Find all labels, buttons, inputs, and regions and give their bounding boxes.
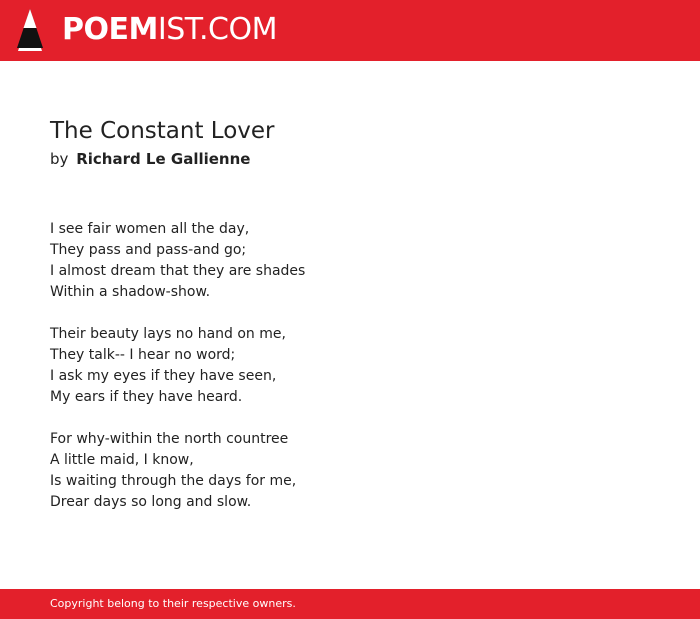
poem-title: The Constant Lover (50, 118, 275, 144)
poem-line: Is waiting through the days for me, (50, 473, 297, 489)
poem-line: I ask my eyes if they have seen, (50, 368, 277, 384)
author-name: Richard Le Gallienne (76, 150, 251, 168)
poem-body (50, 219, 305, 534)
copyright-text: Copyright belong to their respective owners. (50, 597, 296, 610)
stanza (50, 219, 305, 303)
by-label: by (50, 150, 69, 168)
poem-line: Within a shadow-show. (50, 284, 211, 300)
poem-line: They talk-- I hear no word; (50, 347, 236, 363)
poem-line: Their beauty lays no hand on me, (50, 326, 286, 342)
stanza (50, 429, 305, 513)
poem-line: My ears if they have heard. (50, 389, 243, 405)
site-footer (0, 589, 700, 619)
brand-light-text: IST.COM (157, 12, 277, 47)
poem-line: They pass and pass-and go; (50, 242, 247, 258)
stanza (50, 324, 305, 408)
site-logo-link[interactable] (62, 12, 277, 48)
poem-line: I almost dream that they are shades (50, 263, 306, 279)
poem-line: Drear days so long and slow. (50, 494, 252, 510)
poem-line: For why-within the north countree (50, 431, 289, 447)
byline (50, 149, 250, 169)
pencil-tip-icon[interactable] (16, 8, 44, 52)
brand-bold-text: POEM (62, 12, 158, 47)
site-header (0, 0, 700, 61)
poem-line: I see fair women all the day, (50, 221, 250, 237)
poem-line: A little maid, I know, (50, 452, 194, 468)
